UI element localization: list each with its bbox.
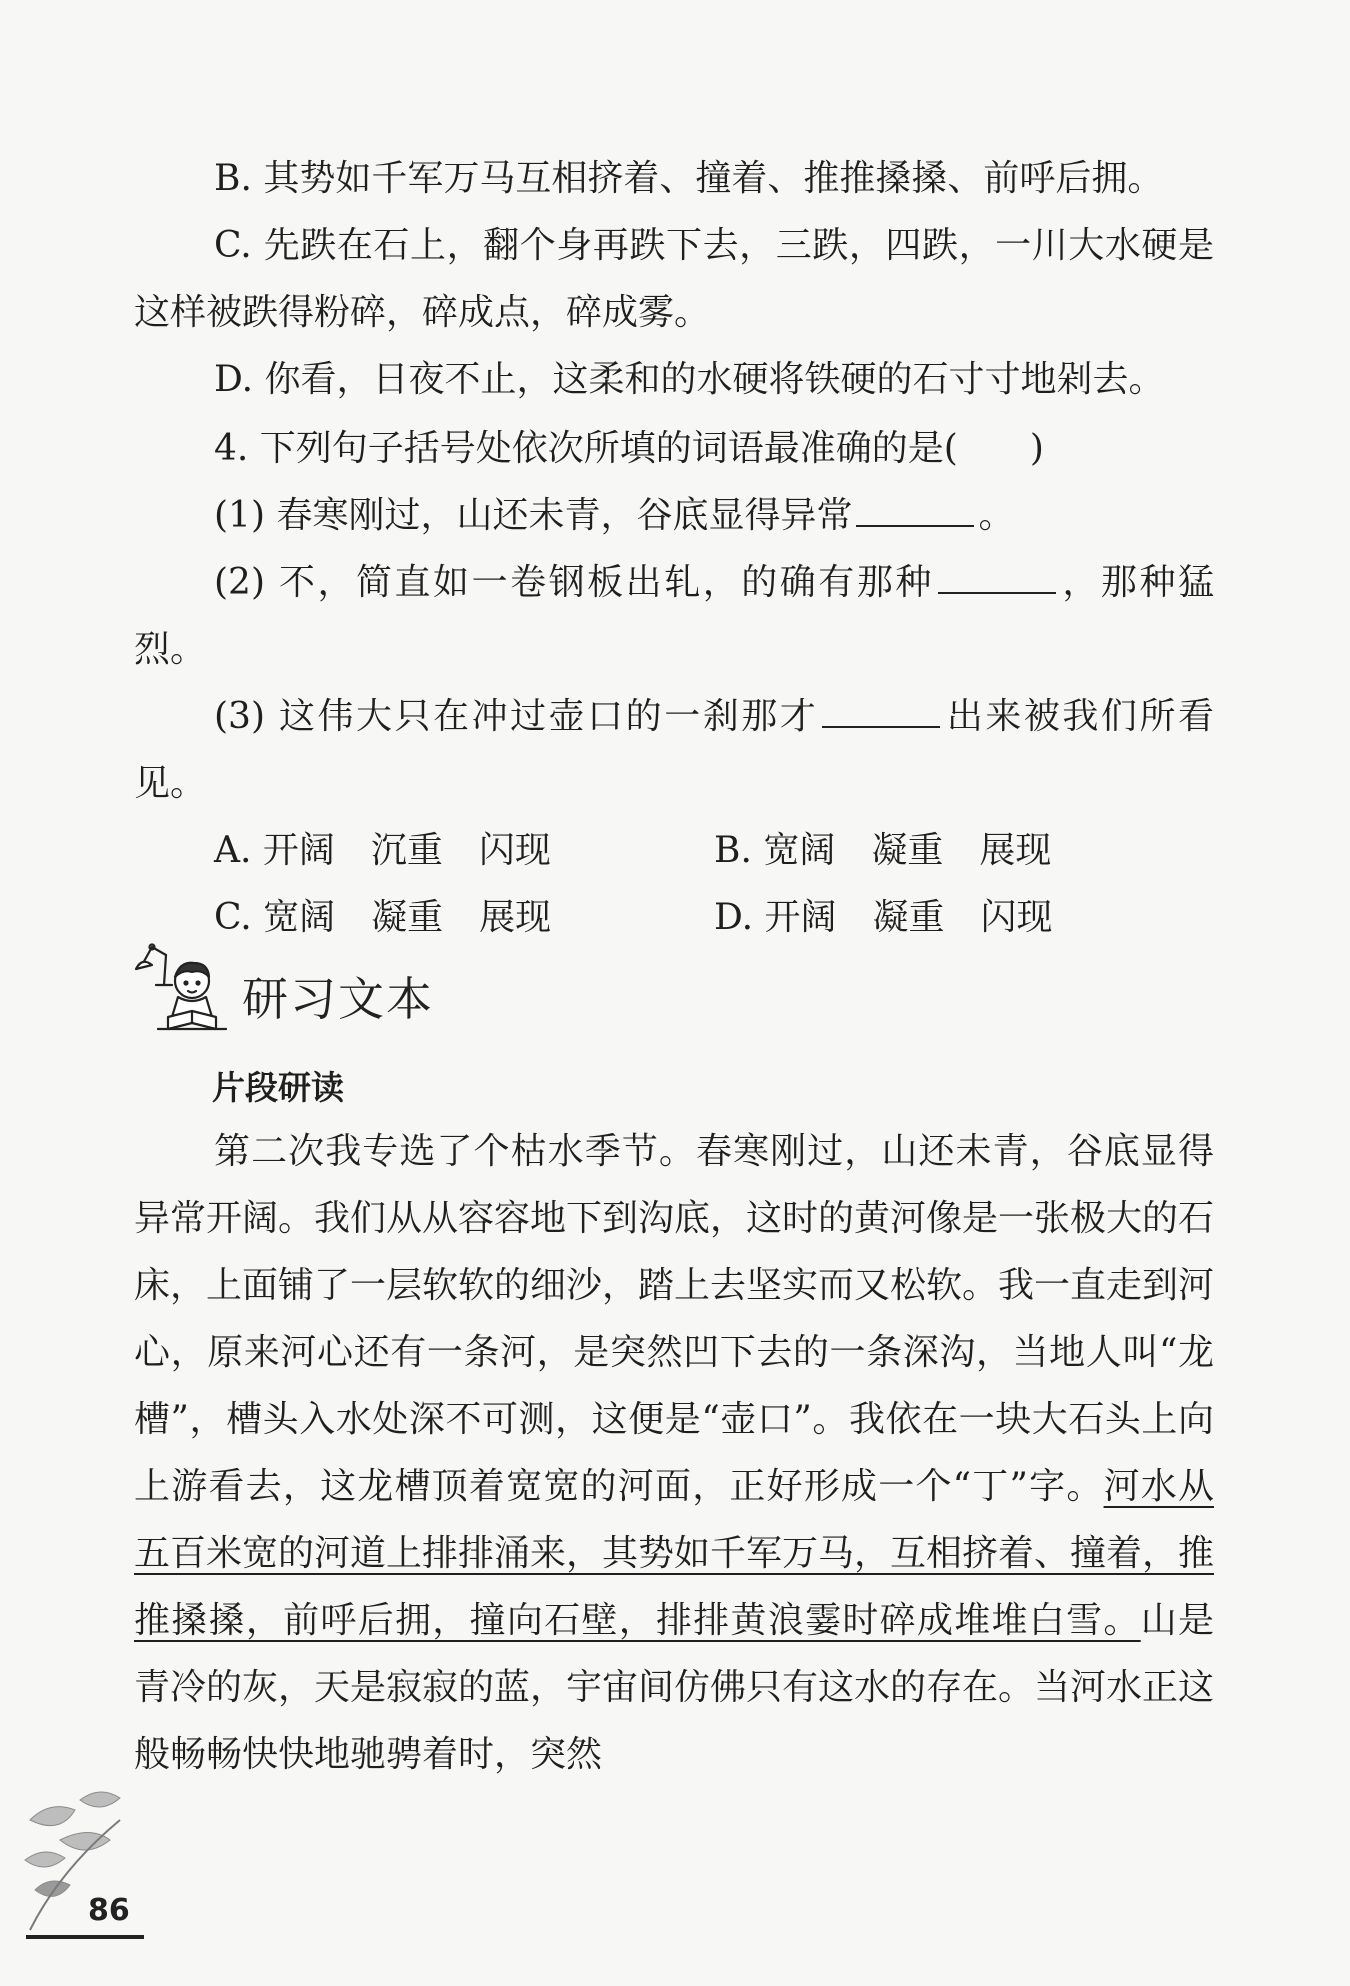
sentence-3 [134, 683, 1214, 817]
excerpt-text-1: 第二次我专选了个枯水季节。春寒刚过，山还未青，谷底显得异常开阔。我们从从容容地下到沟底，这时的黄河像是一张极大的石床，上面铺了一层软软的细沙，踏上去坚实而又松软。我一直走到河心，原来河心还有一条河，是突然凹下去的一条深沟，当地人叫“龙槽”，槽头入水处深不可测，这便是“壶口”。我依在一块大石头上向上游看去，这龙槽顶着宽宽的河面，正好形成一个“丁”字。 [134, 1131, 1215, 1507]
sentence-2-end: ，那种猛烈。 [134, 562, 1214, 670]
excerpt-text-2: 山是青冷的灰，天是寂寂的蓝，宇宙间仿佛只有这水的存在。当河水正这般畅畅快快地驰骋着时，突然 [134, 1600, 1215, 1775]
sentence-2 [134, 549, 1214, 683]
subsection-title: 片段研读 [212, 1068, 344, 1107]
option-a: A. 开阔 沉重 闪现 [214, 830, 551, 871]
sentence-1 [134, 482, 1214, 549]
sentence-3-text: (3) 这伟大只在冲过壶口的一刹那才 [214, 696, 819, 737]
option-c-q3: C. 先跌在石上，翻个身再跌下去，三跌，四跌，一川大水硬是这样被跌得粉碎，碎成点，碎成雾。 [134, 225, 1214, 333]
excerpt-paragraph [134, 1118, 1214, 1788]
question-block [134, 145, 1214, 951]
sentence-1-text: (1) 春寒刚过，山还未青，谷底显得异常 [214, 495, 853, 536]
sentence-2-text: (2) 不，简直如一卷钢板出轧，的确有那种 [214, 562, 934, 603]
option-b: B. 宽阔 凝重 展现 [714, 830, 1052, 871]
student-reading-icon [128, 925, 236, 1037]
section-title: 研习文本 [242, 972, 434, 1026]
answer-blank [938, 564, 1056, 594]
question-4-stem: 4. 下列句子括号处依次所填的词语最准确的是( ) [214, 428, 1044, 469]
option-b-q3: B. 其势如千军万马互相挤着、撞着、推推搡搡、前呼后拥。 [214, 158, 1164, 199]
option-d-q3: D. 你看，日夜不止，这柔和的水硬将铁硬的石寸寸地剁去。 [214, 359, 1165, 400]
underlined-sentence: 河水从五百米宽的河道上排排涌来，其势如千军万马，互相挤着、撞着，推推搡搡，前呼后拥，撞向石壁，排排黄浪霎时碎成堆堆白雪。 [134, 1466, 1215, 1641]
sentence-3-end: 出来被我们所看见。 [134, 696, 1214, 804]
footer-rule [26, 1935, 144, 1939]
option-c: C. 宽阔 凝重 展现 [214, 897, 552, 938]
answer-blank [822, 698, 940, 728]
page-number: 86 [88, 1893, 130, 1928]
section-header [128, 925, 434, 1037]
answer-blank [856, 497, 974, 527]
sentence-1-end: 。 [978, 495, 1015, 536]
reading-excerpt [134, 1118, 1214, 1788]
option-d: D. 开阔 凝重 闪现 [714, 897, 1053, 938]
